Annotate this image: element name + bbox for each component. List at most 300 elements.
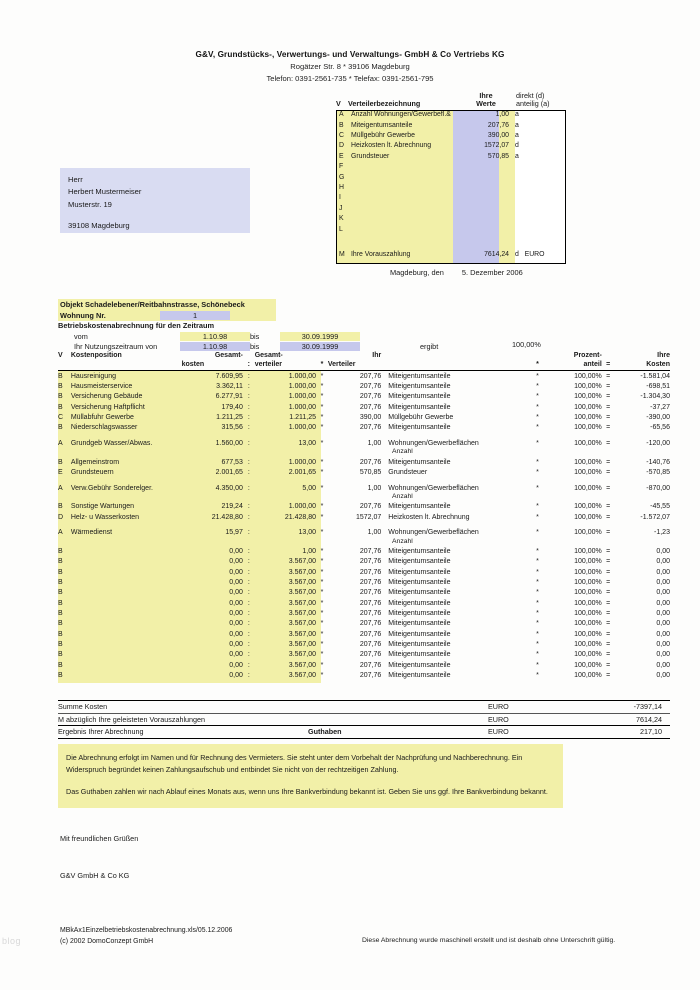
cost-row-your-distributor: 207,76 xyxy=(359,403,382,411)
recipient-salutation: Herr xyxy=(68,175,83,184)
cost-row-designation: Miteigentumsanteile xyxy=(388,383,451,391)
cost-row-total: 2.001,65 xyxy=(215,469,243,477)
cost-row-designation: Müllgebühr Gewerbe xyxy=(388,414,454,422)
cost-row-designation: Miteigentumsanteile xyxy=(388,403,451,411)
cost-row-v: B xyxy=(58,620,63,628)
cost-row-star-1: * xyxy=(320,599,324,607)
cost-row-your-cost: -1.572,07 xyxy=(640,513,670,521)
cost-row-star-1: * xyxy=(320,403,324,411)
cost-row-designation: Miteigentumsanteile xyxy=(388,610,451,617)
distributor-row-name: Heizkosten lt. Abrechnung xyxy=(351,142,432,150)
cost-row-star-2: * xyxy=(536,414,539,422)
summary-currency: EURO xyxy=(488,727,509,737)
cost-row-v: B xyxy=(58,558,63,566)
header-total-distributor xyxy=(255,352,316,369)
distributor-row-name: Grundsteuer xyxy=(351,152,390,160)
cost-row-v: B xyxy=(58,651,63,659)
cost-row-your-cost: 0,00 xyxy=(656,610,670,617)
cost-row-v: E xyxy=(58,469,63,477)
cost-row-total: 21.428,80 xyxy=(211,513,243,521)
cost-row-star-1: * xyxy=(320,620,324,628)
cost-row xyxy=(58,467,670,477)
cost-row-designation: Grundsteuer xyxy=(388,469,428,477)
cost-row-equals: = xyxy=(606,403,611,411)
cost-row-star-1: * xyxy=(320,458,324,466)
cost-row-your-distributor: 207,76 xyxy=(359,568,382,576)
distributor-header-value xyxy=(460,92,512,109)
cost-row-v: B xyxy=(58,547,63,555)
cost-row-sep: : xyxy=(247,578,250,586)
footer-machine-note: Diese Abrechnung wurde maschinell erstellt und ist deshalb ohne Unterschrift gültig. xyxy=(362,937,616,944)
cost-row-your-distributor: 207,76 xyxy=(359,589,382,597)
cost-row-v: B xyxy=(58,568,63,576)
cost-row-star-1: * xyxy=(320,529,324,537)
cost-row-star-1: * xyxy=(320,661,324,669)
cost-row-sep: : xyxy=(247,547,250,555)
cost-row-star-2: * xyxy=(536,469,539,477)
summary-row xyxy=(58,700,670,713)
cost-row-designation: Miteigentumsanteile xyxy=(388,578,451,586)
cost-row-designation: Miteigentumsanteile xyxy=(388,599,451,607)
cost-row xyxy=(58,567,670,577)
header-equals-glyph: = xyxy=(606,360,611,368)
distributor-row-kind: a xyxy=(515,152,519,160)
cost-row-position: Müllabfuhr Gewerbe xyxy=(70,414,134,422)
cost-row-designation: Wohnungen/Gewerbeflächen xyxy=(388,484,479,492)
prepayment-currency: EURO xyxy=(524,251,545,259)
cost-row-percentage: 100,00% xyxy=(574,484,602,492)
recipient-street: Musterstr. 19 xyxy=(68,199,112,209)
distributor-row xyxy=(337,183,565,193)
cost-row-subnote-text: Anzahl xyxy=(392,448,413,456)
cost-row-your-cost: 0,00 xyxy=(656,630,670,638)
cost-row-your-cost: -37,27 xyxy=(650,403,670,411)
cost-row-sep: : xyxy=(247,383,250,391)
cost-row-star-2: * xyxy=(536,484,539,492)
cost-row xyxy=(58,412,670,422)
cost-row xyxy=(58,483,670,493)
usage-from-value: 1.10.98 xyxy=(180,342,250,351)
distributor-row-name: Anzahl Wohnungen/Gewerbefl.& xyxy=(351,111,451,119)
distributor-header-v: V xyxy=(336,99,341,109)
prepayment-kind xyxy=(512,252,565,259)
cost-row-equals: = xyxy=(606,372,611,380)
distributor-row-key: K xyxy=(339,215,344,223)
cost-row-designation: Miteigentumsanteile xyxy=(388,589,451,597)
cost-row-percentage: 100,00% xyxy=(574,651,602,659)
cost-row-subnote xyxy=(58,449,670,457)
cost-row-star-1: * xyxy=(320,651,324,659)
summary-bottom-rule xyxy=(58,738,670,739)
cost-row-star-2: * xyxy=(536,383,539,391)
cost-row-subnote xyxy=(58,538,670,546)
cost-row-equals: = xyxy=(606,484,611,492)
cost-row-designation: Miteigentumsanteile xyxy=(388,630,451,638)
usage-bis-label: bis xyxy=(250,341,260,351)
cost-row-equals: = xyxy=(606,529,611,537)
cost-row-position: Helz- u Wasserkosten xyxy=(70,513,140,521)
cost-row xyxy=(58,371,670,381)
distributor-row-kind: a xyxy=(515,111,519,119)
cost-row-equals: = xyxy=(606,578,611,586)
cost-row-designation: Miteigentumsanteile xyxy=(388,672,451,680)
cost-row-v: B xyxy=(58,372,63,380)
header-designation xyxy=(381,352,526,369)
header-your-costs xyxy=(615,352,670,369)
costs-table xyxy=(58,352,670,681)
cost-row-distributor-total: 1.000,00 xyxy=(288,424,317,432)
cost-row-your-cost: 0,00 xyxy=(656,620,670,628)
distributor-header-kind xyxy=(512,92,566,109)
usage-label: Ihr Nutzungszeitraum von xyxy=(74,341,158,351)
header-your-costs-l2: Kosten xyxy=(646,360,670,368)
costs-table-header xyxy=(58,352,670,371)
distributor-row xyxy=(337,204,565,214)
summary-label: Ergebnis Ihrer Abrechnung xyxy=(58,727,144,737)
distributor-row-key: D xyxy=(339,142,344,150)
cost-row-designation: Miteigentumsanteile xyxy=(388,503,451,511)
header-percentage-l1: Prozent- xyxy=(573,352,602,359)
cost-row xyxy=(58,650,670,660)
cost-row-v: A xyxy=(58,484,63,492)
cost-row-distributor-total: 3.567,00 xyxy=(288,661,317,669)
cost-row-distributor-total: 3.567,00 xyxy=(288,558,317,566)
cost-row-your-distributor: 1,00 xyxy=(367,484,382,492)
cost-row xyxy=(58,502,670,512)
cost-row-designation: Miteigentumsanteile xyxy=(388,558,451,566)
cost-row-v: B xyxy=(58,383,63,391)
cost-row-distributor-total: 3.567,00 xyxy=(288,599,317,607)
cost-row-v: B xyxy=(58,393,63,401)
cost-row xyxy=(58,557,670,567)
cost-row-distributor-total: 3.567,00 xyxy=(288,651,317,659)
distributor-row-kind: a xyxy=(515,132,519,140)
object-title: Objekt Schadelebener/Reitbahnstrasse, Schönebeck xyxy=(58,299,276,310)
cost-row-position: Verw.Gebühr Sonderelger. xyxy=(70,484,153,492)
header-percentage xyxy=(548,352,601,369)
cost-row-your-distributor: 207,76 xyxy=(359,672,382,680)
company-name: G&V, Grundstücks-, Verwertungs- und Verwaltungs- GmbH & Co Vertriebs KG xyxy=(195,50,505,59)
cost-row-distributor-total: 1.000,00 xyxy=(288,403,317,411)
cost-row-star-1: * xyxy=(320,589,324,597)
cost-row-percentage: 100,00% xyxy=(574,403,602,411)
cost-row-star-2: * xyxy=(536,558,539,566)
cost-row-sep: : xyxy=(247,458,250,466)
cost-row-v: B xyxy=(58,424,63,432)
cost-row-percentage: 100,00% xyxy=(574,672,602,680)
cost-row-designation: Miteigentumsanteile xyxy=(388,424,451,432)
cost-row-designation: Miteigentumsanteile xyxy=(388,651,451,659)
cost-row-star-1: * xyxy=(320,503,324,511)
cost-row-your-distributor: 390,00 xyxy=(359,414,382,422)
cost-row-distributor-total: 1.000,00 xyxy=(288,503,317,511)
cost-row-percentage: 100,00% xyxy=(574,547,602,555)
summary-row xyxy=(58,725,670,738)
cost-row-percentage: 100,00% xyxy=(574,372,602,380)
cost-row xyxy=(58,619,670,629)
cost-row-position: Niederschlagswasser xyxy=(70,424,138,432)
cost-row-percentage: 100,00% xyxy=(574,439,602,447)
cost-row-your-cost: 0,00 xyxy=(656,661,670,669)
cost-row-sep: : xyxy=(247,610,250,617)
cost-row-equals: = xyxy=(606,513,611,521)
cost-row-star-2: * xyxy=(536,568,539,576)
legal-note-1: Die Abrechnung erfolgt im Namen und für Rechnung des Vermieters. Sie steht unter dem Vorbehalt der Nachprüfung und Nachberechnung. Ein Widerspruch begründet keinen Zahlungsaufschub und entbindet Sie nicht von der rechtzeitigen Zahlung. xyxy=(66,753,523,774)
cost-row-total: 0,00 xyxy=(229,641,243,649)
cost-row xyxy=(58,588,670,598)
cost-row-your-distributor: 1572,07 xyxy=(355,513,382,521)
object-header xyxy=(58,299,276,321)
distributor-row-value: 1572,07 xyxy=(484,142,509,150)
cost-row-star-2: * xyxy=(536,458,539,466)
cost-row-v: B xyxy=(58,599,63,607)
cost-row-your-cost: -65,56 xyxy=(650,424,670,432)
header-your-distributor-l1: Ihr xyxy=(372,352,382,359)
cost-row-equals: = xyxy=(606,610,611,617)
cost-row-total: 677,53 xyxy=(221,458,243,466)
cost-row xyxy=(58,381,670,391)
recipient-address-block xyxy=(60,168,250,233)
cost-row-v: B xyxy=(58,630,63,638)
cost-row-total: 0,00 xyxy=(229,589,243,597)
cost-row-star-2: * xyxy=(536,589,539,597)
header-star-2 xyxy=(527,352,549,369)
header-star-2-glyph: * xyxy=(536,360,539,368)
company-address: Rogätzer Str. 8 * 39106 Magdeburg xyxy=(290,62,410,71)
cost-row-equals: = xyxy=(606,672,611,680)
distributor-header-value-line1: Ihre xyxy=(479,91,493,100)
company-contact: Telefon: 0391-2561-735 * Telefax: 0391-2561-795 xyxy=(266,74,434,83)
distributor-row-key: A xyxy=(339,111,344,119)
cost-row-your-distributor: 207,76 xyxy=(359,599,382,607)
apartment-number: 1 xyxy=(160,311,230,320)
cost-row-star-2: * xyxy=(536,372,539,380)
cost-row-sep: : xyxy=(247,469,250,477)
cost-row-equals: = xyxy=(606,568,611,576)
cost-row-star-2: * xyxy=(536,620,539,628)
summary-currency: EURO xyxy=(488,714,509,724)
cost-row xyxy=(58,423,670,433)
legal-notes xyxy=(58,744,563,808)
cost-row-position: Allgemeinstrom xyxy=(70,458,120,466)
header-separator xyxy=(243,352,255,369)
cost-row-star-1: * xyxy=(320,578,324,586)
cost-row-designation: Miteigentumsanteile xyxy=(388,547,451,555)
distributor-row-value: 390,00 xyxy=(487,132,509,140)
cost-row-sep: : xyxy=(247,393,250,401)
cost-row-v: C xyxy=(58,414,64,422)
cost-row-your-cost: -870,00 xyxy=(646,484,670,492)
cost-row-your-cost: 0,00 xyxy=(656,568,670,576)
cost-row-your-cost: -1.581,04 xyxy=(640,372,670,380)
cost-row-v: D xyxy=(58,513,64,521)
cost-row-v: A xyxy=(58,529,63,537)
summary-label: M abzüglich Ihre geleisteten Vorauszahlungen xyxy=(58,714,206,724)
cost-row-sep: : xyxy=(247,589,250,597)
cost-row-distributor-total: 1.000,00 xyxy=(288,383,317,391)
cost-row-total: 0,00 xyxy=(229,630,243,638)
distributor-row-name: Miteigentumsanteile xyxy=(351,121,413,129)
cost-row-your-distributor: 207,76 xyxy=(359,383,382,391)
period-row-billing xyxy=(58,331,478,341)
cost-row-distributor-total: 1.000,00 xyxy=(288,458,317,466)
distributor-row-key: L xyxy=(339,225,343,233)
cost-row-percentage: 100,00% xyxy=(574,568,602,576)
cost-row-your-distributor: 207,76 xyxy=(359,630,382,638)
cost-row-percentage: 100,00% xyxy=(574,661,602,669)
cost-row-v: B xyxy=(58,503,63,511)
distributor-row-kind: a xyxy=(515,121,519,129)
cost-row-distributor-total: 21.428,80 xyxy=(284,513,317,521)
distributor-row-key: E xyxy=(339,152,344,160)
cost-row-sep: : xyxy=(247,620,250,628)
cost-row-your-cost: 0,00 xyxy=(656,558,670,566)
cost-row-equals: = xyxy=(606,661,611,669)
distributor-row xyxy=(337,163,565,173)
cost-row-equals: = xyxy=(606,393,611,401)
cost-row-total: 1.560,00 xyxy=(215,439,243,447)
cost-row-star-1: * xyxy=(320,393,324,401)
cost-row-v: B xyxy=(58,610,63,617)
cost-row-distributor-total: 3.567,00 xyxy=(288,630,317,638)
cost-row-total: 0,00 xyxy=(229,651,243,659)
cost-row-designation: Miteigentumsanteile xyxy=(388,393,451,401)
cost-row xyxy=(58,546,670,556)
cost-row-percentage: 100,00% xyxy=(574,630,602,638)
cost-row-sep: : xyxy=(247,558,250,566)
distributor-row xyxy=(337,152,565,162)
cost-row-your-cost: 0,00 xyxy=(656,651,670,659)
letterhead xyxy=(0,50,700,83)
cost-row-position: Grundgeb Wasser/Abwas. xyxy=(70,439,153,447)
period-bis-value: 30.09.1999 xyxy=(280,332,360,341)
cost-row-total: 3.362,11 xyxy=(216,383,243,391)
summary-label: Summe Kosten xyxy=(58,702,108,712)
distributor-box xyxy=(336,110,566,264)
cost-row-equals: = xyxy=(606,651,611,659)
distributor-header-name: Verteilerbezeichnung xyxy=(348,99,421,109)
summary-block xyxy=(58,700,670,739)
header-total-costs-l2: kosten xyxy=(181,360,205,368)
cost-row-star-1: * xyxy=(320,414,324,422)
cost-row-your-distributor: 1,00 xyxy=(367,439,382,447)
header-your-distributor-l2: Verteiler xyxy=(327,360,356,368)
cost-row-percentage: 100,00% xyxy=(574,610,602,617)
cost-row-v: B xyxy=(58,672,63,680)
distributor-row-key: C xyxy=(339,132,344,140)
period-bis-label: bis xyxy=(250,331,260,341)
summary-value: -7397,14 xyxy=(633,702,662,712)
cost-row-subnote xyxy=(58,493,670,501)
watermark: blog xyxy=(2,936,22,946)
distributor-header-kind-line2: anteilig (a) xyxy=(516,99,550,109)
costs-rows xyxy=(58,371,670,681)
cost-row-your-cost: -1.304,30 xyxy=(640,393,670,401)
cost-row-percentage: 100,00% xyxy=(574,458,602,466)
cost-row-equals: = xyxy=(606,558,611,566)
cost-row-star-1: * xyxy=(320,383,324,391)
cost-row-your-cost: -120,00 xyxy=(646,439,670,447)
distributor-header-value-line2: Werte xyxy=(476,99,496,109)
cost-row-distributor-total: 5,00 xyxy=(302,484,317,492)
distributor-row xyxy=(337,131,565,141)
cost-row-designation: Miteigentumsanteile xyxy=(388,372,451,380)
recipient-city: 39108 Magdeburg xyxy=(68,220,130,230)
cost-row-distributor-total: 1.000,00 xyxy=(288,372,317,380)
cost-row-your-distributor: 207,76 xyxy=(359,558,382,566)
cost-row-your-distributor: 207,76 xyxy=(359,372,382,380)
cost-row-percentage: 100,00% xyxy=(574,414,602,422)
cost-row-your-distributor: 570,85 xyxy=(359,469,382,477)
footer-copyright: (c) 2002 DomoConzept GmbH xyxy=(60,937,154,945)
cost-row-position: Versicherung Gebäude xyxy=(70,393,143,401)
cost-row-equals: = xyxy=(606,439,611,447)
distributor-row xyxy=(337,142,565,152)
cost-row xyxy=(58,457,670,467)
cost-row-star-2: * xyxy=(536,672,539,680)
distributor-header-kind-line1: direkt (d) xyxy=(516,91,545,100)
cost-row-your-cost: 0,00 xyxy=(656,641,670,649)
cost-row-your-distributor: 207,76 xyxy=(359,424,382,432)
cost-row-equals: = xyxy=(606,599,611,607)
cost-row-percentage: 100,00% xyxy=(574,383,602,391)
cost-row-position: Sonstige Wartungen xyxy=(70,503,135,511)
cost-row-star-1: * xyxy=(320,568,324,576)
distributor-row xyxy=(337,121,565,131)
footer-left xyxy=(60,926,232,947)
cost-row-equals: = xyxy=(606,414,611,422)
cost-row-your-distributor: 207,76 xyxy=(359,458,382,466)
cost-row-sep: : xyxy=(247,403,250,411)
cost-row-star-1: * xyxy=(320,641,324,649)
cost-row-your-distributor: 207,76 xyxy=(359,503,382,511)
cost-row-star-1: * xyxy=(320,513,324,521)
distributor-row-key: G xyxy=(339,173,345,181)
cost-row-position: Wärmedienst xyxy=(70,529,113,537)
cost-row-position: Grundsteuern xyxy=(70,469,114,477)
header-star-1-glyph: * xyxy=(320,360,324,368)
header-percentage-l2: anteil xyxy=(583,360,602,368)
cost-row-star-2: * xyxy=(536,424,539,432)
cost-row-total: 0,00 xyxy=(229,610,243,617)
cost-row xyxy=(58,598,670,608)
cost-row-v: B xyxy=(58,578,63,586)
cost-row-total: 179,40 xyxy=(221,403,243,411)
cost-row xyxy=(58,608,670,618)
cost-row-v: B xyxy=(58,403,63,411)
cost-row-your-cost: -698,51 xyxy=(646,383,670,391)
period-vom-label: vom xyxy=(74,331,88,341)
cost-row-equals: = xyxy=(606,630,611,638)
cost-row-star-1: * xyxy=(320,439,324,447)
cost-row-v: B xyxy=(58,458,63,466)
summary-value: 7614,24 xyxy=(636,714,662,724)
header-your-costs-l1: Ihre xyxy=(657,352,670,359)
cost-row-your-cost: 0,00 xyxy=(656,547,670,555)
cost-row-total: 0,00 xyxy=(229,620,243,628)
cost-row-your-cost: 0,00 xyxy=(656,672,670,680)
cost-row-sep: : xyxy=(247,529,250,537)
distributor-row-key: F xyxy=(339,163,344,171)
prepayment-label: Ihre Vorauszahlung xyxy=(351,251,411,259)
prepayment-value: 7614,24 xyxy=(484,251,509,259)
costs-table-body xyxy=(58,371,670,681)
period-block xyxy=(58,331,478,351)
cost-row xyxy=(58,528,670,538)
summary-row xyxy=(58,713,670,726)
period-row-usage xyxy=(58,341,478,351)
usage-result-label: ergibt xyxy=(420,341,439,351)
